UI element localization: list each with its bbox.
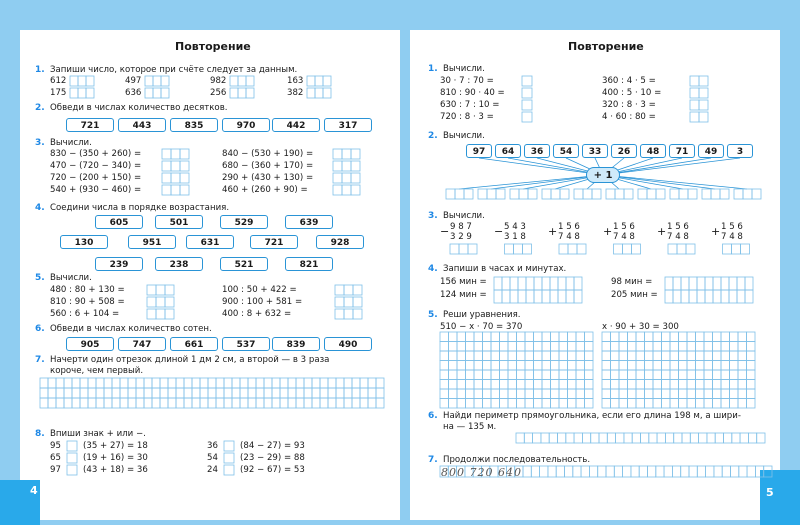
task-7-number: 7. — [35, 355, 45, 365]
task-6-text: Обведи в числах количество сотен. — [50, 324, 212, 334]
r-task-2-text: Вычисли. — [443, 131, 485, 141]
r4-item-2: 98 мин = — [611, 277, 653, 287]
r3-top-4: 1 5 6 — [667, 222, 689, 232]
r1-er-3: 4 · 60 : 80 = — [602, 112, 656, 122]
r-task-5-text: Реши уравнения. — [443, 310, 521, 320]
task-7-line1: Начерти один отрезок длиной 1 дм 2 см, а второй — в 3 раза — [50, 355, 330, 365]
r2-num-8[interactable]: 49 — [698, 144, 724, 158]
r-task-6-line2: на — 135 м. — [443, 422, 497, 432]
r3-sign-0: − — [440, 225, 450, 238]
r-task-2-number: 2. — [428, 131, 438, 141]
r2-num-9[interactable]: 3 — [727, 144, 753, 158]
r1-er-2: 320 : 8 · 3 = — [602, 100, 656, 110]
r1-er-1: 400 : 5 · 10 = — [602, 88, 662, 98]
right-page-number: 5 — [766, 486, 774, 499]
r-task-6-number: 6. — [428, 411, 438, 421]
task-1-number: 1. — [35, 65, 45, 75]
t2-box-2[interactable]: 835 — [170, 118, 218, 132]
r3-bot-2: 7 4 8 — [558, 232, 580, 242]
r2-num-5[interactable]: 26 — [611, 144, 637, 158]
t3-expr-7: 460 + (260 + 90) = — [222, 185, 308, 195]
r2-num-7[interactable]: 71 — [669, 144, 695, 158]
r3-sign-2: + — [548, 225, 558, 238]
t8-ra-2: 24 — [207, 465, 218, 475]
t5-expr-4: 900 : 100 + 581 = — [222, 297, 303, 307]
r1-er-0: 360 : 4 · 5 = — [602, 76, 656, 86]
t1-num-5: 636 — [125, 88, 142, 98]
t4-r2-4[interactable]: 928 — [316, 235, 364, 249]
t8-lb-0: (35 + 27) = 18 — [83, 441, 148, 451]
r2-num-4[interactable]: 33 — [582, 144, 608, 158]
r5-eq1: 510 − x · 70 = 370 — [440, 322, 523, 332]
r-task-4-number: 4. — [428, 264, 438, 274]
t1-num-1: 497 — [125, 76, 142, 86]
r2-num-1[interactable]: 64 — [495, 144, 521, 158]
t4-r2-2[interactable]: 631 — [186, 235, 234, 249]
t2-box-1[interactable]: 443 — [118, 118, 166, 132]
r1-el-3: 720 : 8 · 3 = — [440, 112, 494, 122]
r-task-3-number: 3. — [428, 211, 438, 221]
t6-box-4[interactable]: 839 — [272, 337, 320, 351]
r3-top-0: 9 8 7 — [450, 222, 472, 232]
task-8-text: Впиши знак + или −. — [50, 429, 146, 439]
t8-la-2: 97 — [50, 465, 61, 475]
t6-box-0[interactable]: 905 — [66, 337, 114, 351]
r2-center: + 1 — [586, 167, 620, 183]
t4-r1-2[interactable]: 529 — [220, 215, 268, 229]
t4-r2-1[interactable]: 951 — [128, 235, 176, 249]
t4-r2-0[interactable]: 130 — [60, 235, 108, 249]
t5-expr-2: 560 : 6 + 104 = — [50, 309, 120, 319]
t3-expr-5: 680 − (360 + 170) = — [222, 161, 314, 171]
t4-r3-1[interactable]: 238 — [155, 257, 203, 271]
t1-num-4: 175 — [50, 88, 67, 98]
r3-bot-4: 7 4 8 — [667, 232, 689, 242]
t4-r3-0[interactable]: 239 — [95, 257, 143, 271]
r3-bot-3: 7 4 8 — [613, 232, 635, 242]
t1-num-6: 256 — [210, 88, 227, 98]
left-page-number: 4 — [30, 484, 38, 497]
r3-sign-1: − — [494, 225, 504, 238]
t6-box-2[interactable]: 661 — [170, 337, 218, 351]
t8-rb-1: (23 − 29) = 88 — [240, 453, 305, 463]
t3-expr-2: 720 − (200 + 150) = — [50, 173, 142, 183]
task-2-number: 2. — [35, 103, 45, 113]
r1-el-0: 30 · 7 : 70 = — [440, 76, 494, 86]
t8-rb-0: (84 − 27) = 93 — [240, 441, 305, 451]
r7-handwritten: 800 720 640 — [441, 466, 522, 479]
r3-sign-4: + — [657, 225, 667, 238]
t8-lb-2: (43 + 18) = 36 — [83, 465, 148, 475]
t8-la-1: 65 — [50, 453, 61, 463]
t3-expr-4: 840 − (530 + 190) = — [222, 149, 314, 159]
task-4-number: 4. — [35, 203, 45, 213]
task-8-number: 8. — [35, 429, 45, 439]
t4-r2-3[interactable]: 721 — [250, 235, 298, 249]
t2-box-0[interactable]: 721 — [66, 118, 114, 132]
r3-top-2: 1 5 6 — [558, 222, 580, 232]
r-task-7-text: Продолжи последовательность. — [443, 455, 591, 465]
task-4-text: Соедини числа в порядке возрастания. — [50, 203, 230, 213]
r-task-5-number: 5. — [428, 310, 438, 320]
r1-el-1: 810 : 90 · 40 = — [440, 88, 505, 98]
r3-sign-3: + — [603, 225, 613, 238]
task-6-number: 6. — [35, 324, 45, 334]
r-task-3-text: Вычисли. — [443, 211, 485, 221]
t8-lb-1: (19 + 16) = 30 — [83, 453, 148, 463]
task-3-number: 3. — [35, 138, 45, 148]
right-page-title: Повторение — [568, 40, 644, 53]
t4-r3-3[interactable]: 821 — [285, 257, 333, 271]
r3-top-3: 1 5 6 — [613, 222, 635, 232]
r3-bot-1: 3 1 8 — [504, 232, 526, 242]
t8-la-0: 95 — [50, 441, 61, 451]
task-5-text: Вычисли. — [50, 273, 92, 283]
t3-expr-6: 290 + (430 + 130) = — [222, 173, 314, 183]
r-task-1-number: 1. — [428, 64, 438, 74]
t3-expr-0: 830 − (350 + 260) = — [50, 149, 142, 159]
left-page-title: Повторение — [175, 40, 251, 53]
t1-num-3: 163 — [287, 76, 304, 86]
task-1-text: Запиши число, которое при счёте следует за данным. — [50, 65, 298, 75]
t2-box-5[interactable]: 317 — [324, 118, 372, 132]
r3-sign-5: + — [711, 225, 721, 238]
r3-bot-5: 7 4 8 — [721, 232, 743, 242]
t4-r3-2[interactable]: 521 — [220, 257, 268, 271]
t5-expr-0: 480 : 80 + 130 = — [50, 285, 125, 295]
r3-top-5: 1 5 6 — [721, 222, 743, 232]
t3-expr-1: 470 − (720 − 340) = — [50, 161, 142, 171]
t1-num-2: 982 — [210, 76, 227, 86]
task-7-line2: короче, чем первый. — [50, 366, 144, 376]
r2-num-0[interactable]: 97 — [466, 144, 492, 158]
r3-bot-0: 3 2 9 — [450, 232, 472, 242]
t6-box-1[interactable]: 747 — [118, 337, 166, 351]
r-task-6-line1: Найди периметр прямоугольника, если его длина 198 м, а шири- — [443, 411, 741, 421]
t4-r1-0[interactable]: 605 — [95, 215, 143, 229]
t8-ra-1: 54 — [207, 453, 218, 463]
t1-num-0: 612 — [50, 76, 67, 86]
t4-r1-3[interactable]: 639 — [285, 215, 333, 229]
r2-num-3[interactable]: 54 — [553, 144, 579, 158]
t2-box-4[interactable]: 442 — [272, 118, 320, 132]
task-3-text: Вычисли. — [50, 138, 92, 148]
r-task-4-text: Запиши в часах и минутах. — [443, 264, 567, 274]
t8-rb-2: (92 − 67) = 53 — [240, 465, 305, 475]
t4-r1-1[interactable]: 501 — [155, 215, 203, 229]
t5-expr-3: 100 : 50 + 422 = — [222, 285, 297, 295]
task-5-number: 5. — [35, 273, 45, 283]
t8-ra-0: 36 — [207, 441, 218, 451]
r2-num-2[interactable]: 36 — [524, 144, 550, 158]
t3-expr-3: 540 + (930 − 460) = — [50, 185, 142, 195]
r-task-7-number: 7. — [428, 455, 438, 465]
r4-item-0: 156 мин = — [440, 277, 487, 287]
t5-expr-5: 400 : 8 + 632 = — [222, 309, 292, 319]
r3-top-1: 5 4 3 — [504, 222, 526, 232]
t1-num-7: 382 — [287, 88, 304, 98]
t6-box-5[interactable]: 490 — [324, 337, 372, 351]
t2-box-3[interactable]: 970 — [222, 118, 270, 132]
r1-el-2: 630 : 7 : 10 = — [440, 100, 500, 110]
r4-item-1: 124 мин = — [440, 290, 487, 300]
t5-expr-1: 810 : 90 + 508 = — [50, 297, 125, 307]
r-task-1-text: Вычисли. — [443, 64, 485, 74]
r4-item-3: 205 мин = — [611, 290, 658, 300]
r5-eq2: x · 90 + 30 = 300 — [602, 322, 679, 332]
task-2-text: Обведи в числах количество десятков. — [50, 103, 228, 113]
r2-num-6[interactable]: 48 — [640, 144, 666, 158]
t6-box-3[interactable]: 537 — [222, 337, 270, 351]
